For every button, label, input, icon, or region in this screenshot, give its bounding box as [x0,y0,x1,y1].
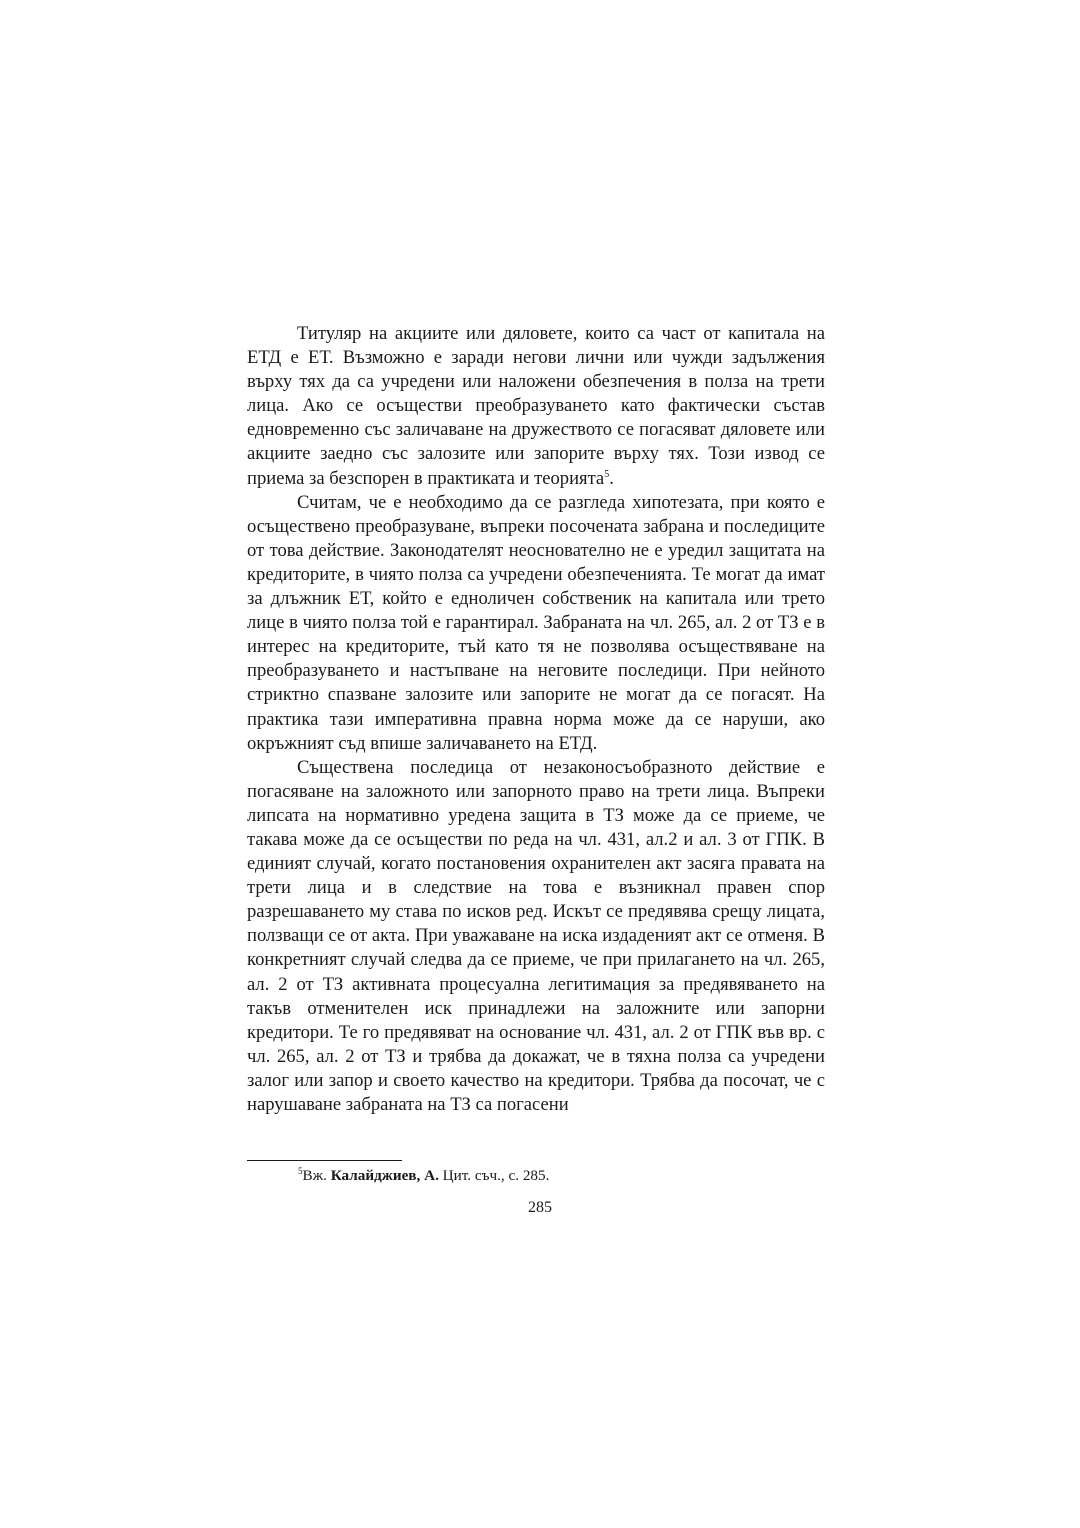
paragraph-1-text: Титуляр на акциите или дяловете, които са част от капитала на ЕТД е ЕТ. Възможно е заради негови лични или чужди задължения върху тях да са учредени или наложени обезпечения в полза на трети лица. Ако се осъществи преобразуването като фактически състав едновременно със заличаване на дружеството се погасяват дяловете или акциите заедно със залозите или запорите върху тях. Този извод се приема за безспорен в практиката и теорията [247,323,825,489]
paragraph-2: Считам, че е необходимо да се разгледа хипотезата, при която е осъществено преобразуване, въпреки посочената забрана и последиците от това действие. Законодателят неоснователно не е уредил защитата на кредиторите, в чиято полза са учредени обезпеченията. Те могат да имат за длъжник ЕТ, който е едноличен собственик на капитала или трето лице в чиято полза той е гарантирал. Забраната на чл. 265, ал. 2 от ТЗ е в интерес на кредиторите, тъй като тя не позволява осъществяване на преобразуването и настъпване на неговите последици. При нейното стриктно спазване залозите или запорите не могат да се погасят. На практика тази императивна правна норма може да се наруши, ако окръжният съд впише заличаването на ЕТД. [247,491,825,754]
footnote-separator [247,1160,402,1161]
footnote-citation: Цит. съч., с. 285. [438,1167,550,1184]
page-number: 285 [528,1199,552,1216]
paragraph-1-tail: . [609,467,614,489]
footnote-prefix: Вж. [302,1167,331,1184]
main-text [247,322,825,1117]
footnote-reference[interactable]: 5 [604,468,610,480]
paragraph-1 [247,322,825,491]
footnote-number: 5 [298,1165,303,1176]
paragraph-3: Съществена последица от незаконосъобразното действие е погасяване на заложното или запорното право на трети лица. Въпреки липсата на нормативно уредена защита в ТЗ може да се приеме, че такава може да се осъществи по реда на чл. 431, ал.2 и ал. 3 от ГПК. В единият случай, когато постановения охранителен акт засяга правата на трети лица и в следствие на това е възникнал правен спор разрешаването му става по исков ред. Искът се предявява срещу лицата, ползващи се от акта. При уважаване на иска издаденият акт се отменя. В конкретният случай следва да се приеме, че при прилагането на чл. 265, ал. 2 от ТЗ активната процесуална легитимация за предявяването на такъв отменителен иск принадлежи на заложните или запорни кредитори. Те го предявяват на основание чл. 431, ал. 2 от ГПК във вр. с чл. 265, ал. 2 от ТЗ и трябва да докажат, че в тяхна полза са учредени залог или запор и своето качество на кредитори. Трябва да посочат, че с нарушаване забраната на ТЗ са погасени [247,756,825,1115]
footnote-author: Калайджиев, А. [330,1167,439,1184]
footnote [298,1166,549,1186]
